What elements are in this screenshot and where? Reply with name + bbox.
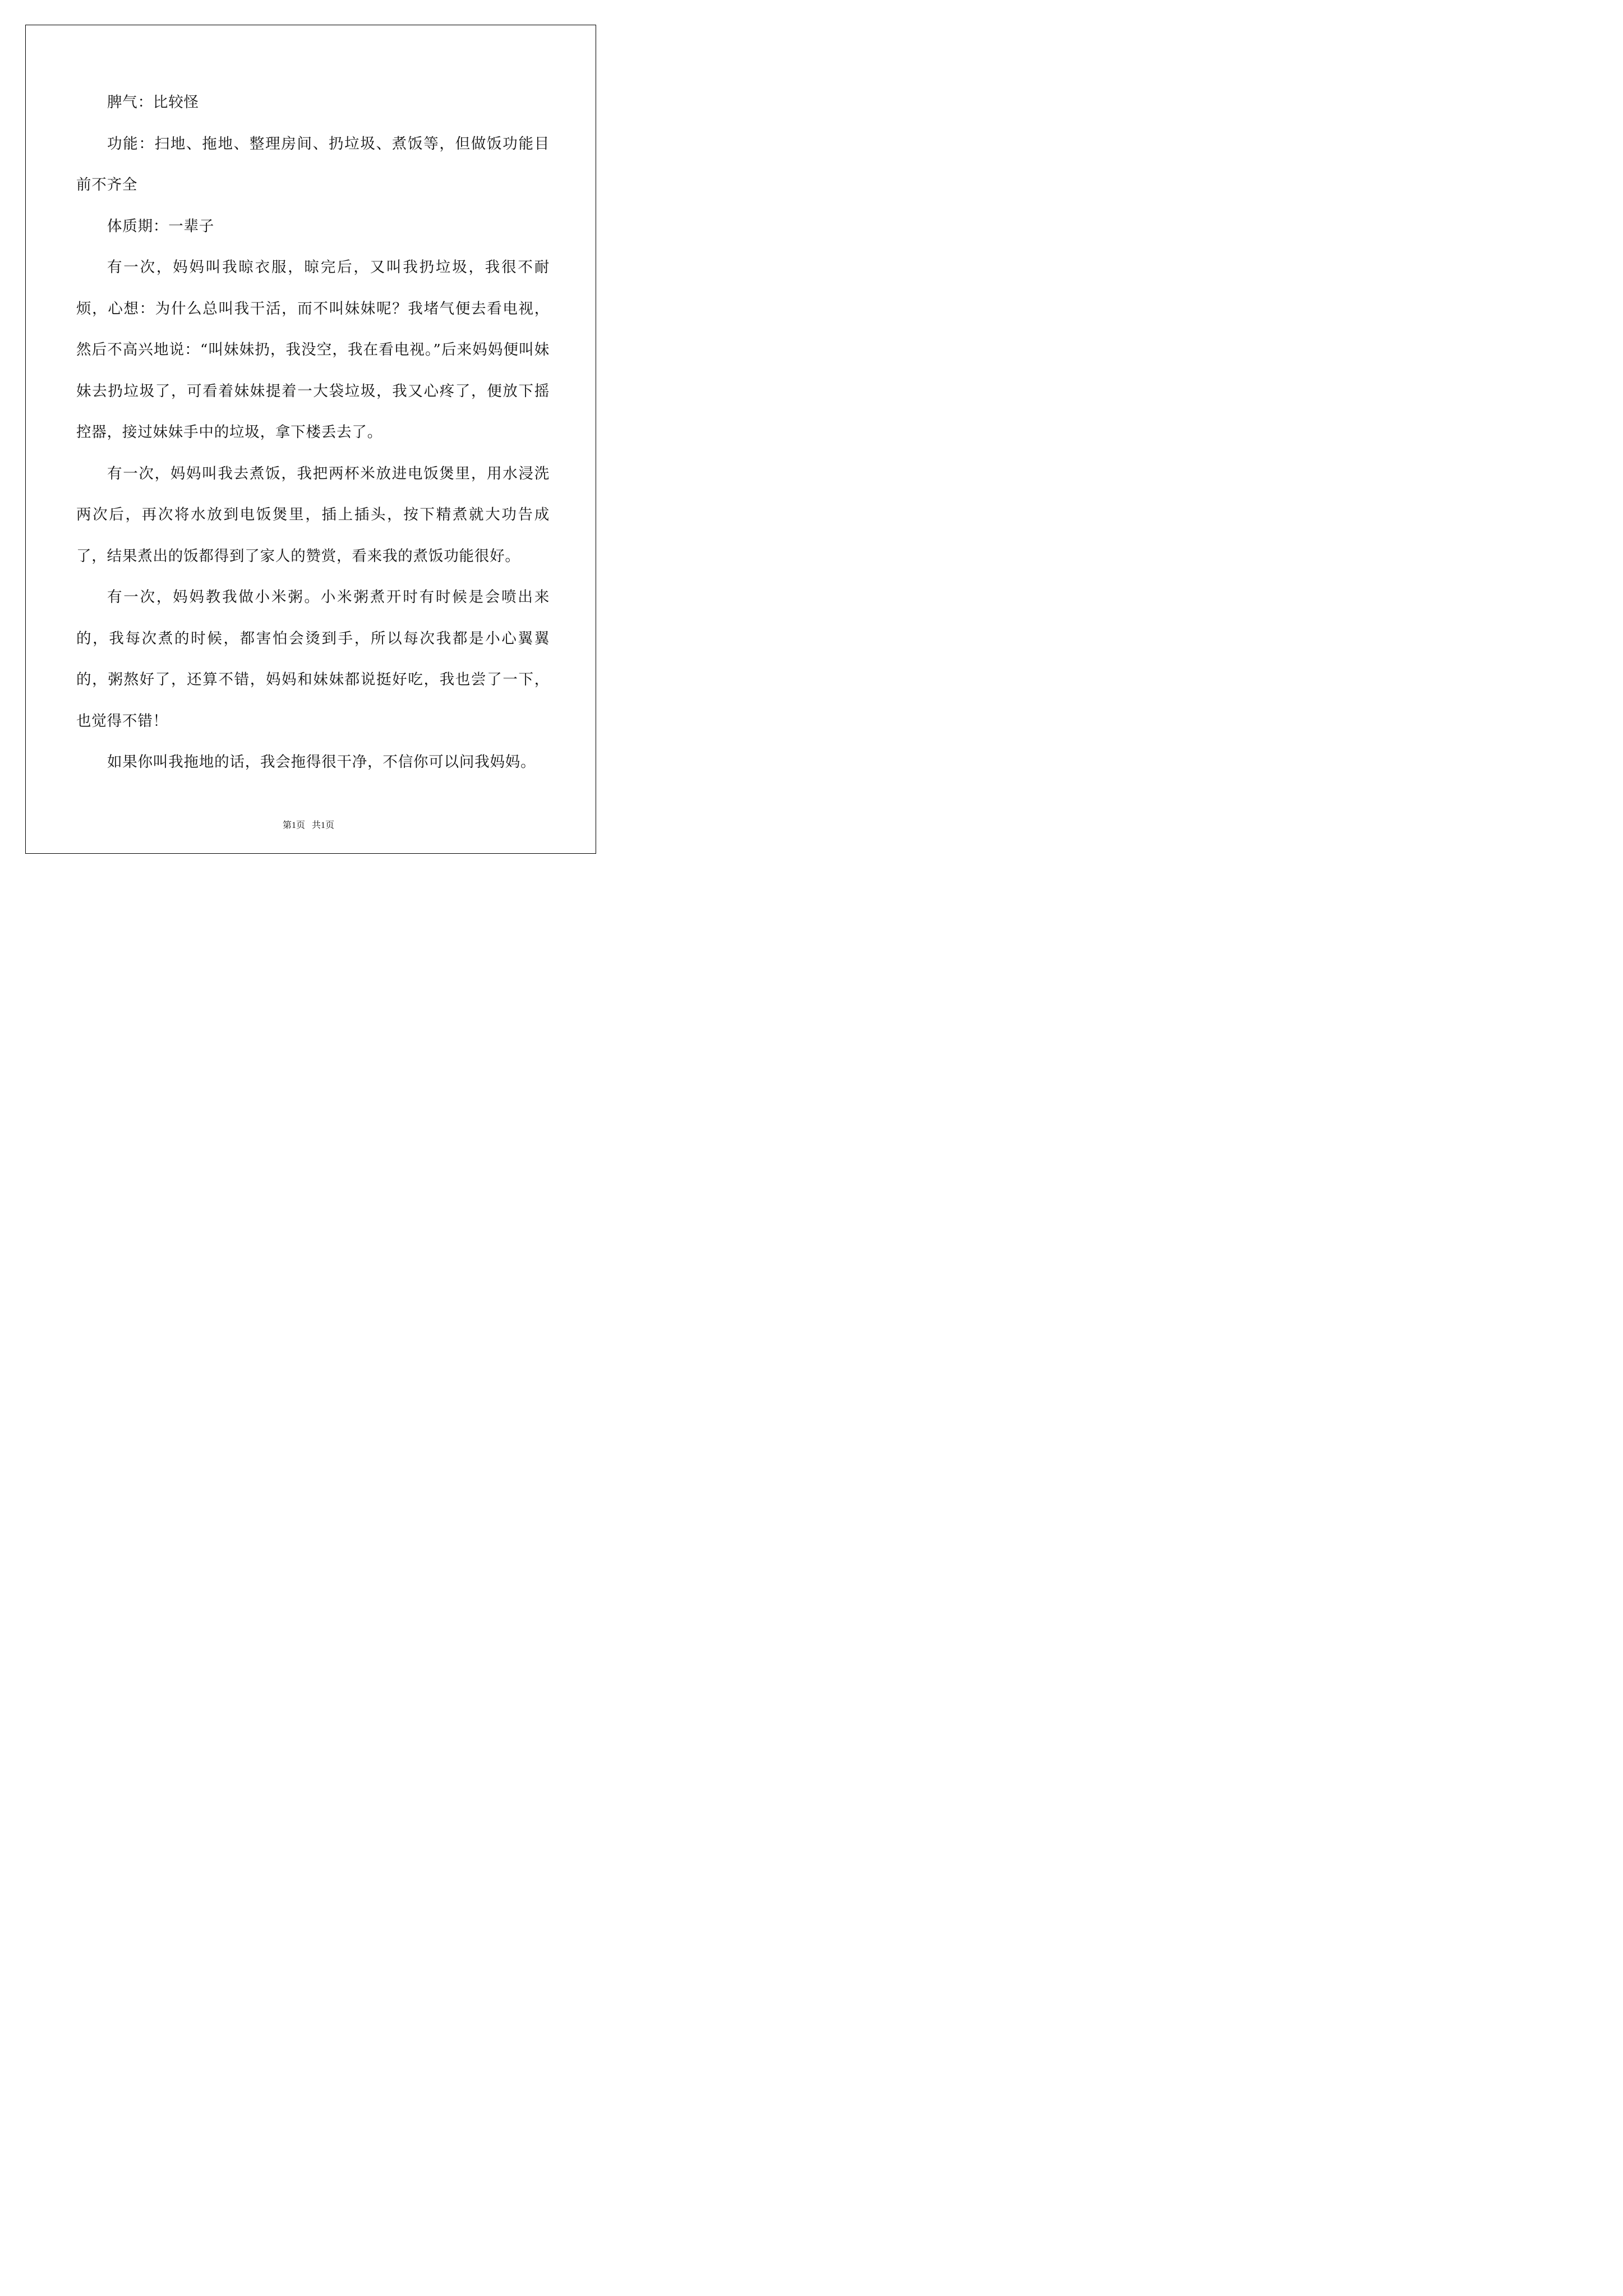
paragraph-story-porridge: 有一次，妈妈教我做小米粥。小米粥煮开时有时候是会喷出来的，我每次煮的时候，都害怕会烫到手，所以每次我都是小心翼翼的，粥熬好了，还算不错，妈妈和妹妹都说挺好吃，我也尝了一下，也觉得不错！ (76, 588, 550, 730)
paragraph-functions: 功能：扫地、拖地、整理房间、扔垃圾、煮饭等，但做饭功能目前不齐全 (76, 135, 550, 194)
paragraph-mopping: 如果你叫我拖地的话，我会拖得很干净，不信你可以问我妈妈。 (107, 753, 536, 771)
paragraph-story-rice: 有一次，妈妈叫我去煮饭，我把两杯米放进电饭煲里，用水浸洗两次后，再次将水放到电饭煲里，插上插头，按下精煮就大功告成了，结果煮出的饭都得到了家人的赞赏，看来我的煮饭功能很好。 (76, 464, 550, 565)
paragraph-warranty: 体质期：一辈子 (107, 217, 215, 235)
paragraph-story-laundry: 有一次，妈妈叫我晾衣服，晾完后，又叫我扔垃圾，我很不耐烦，心想：为什么总叫我干活，而不叫妹妹呢？我堵气便去看电视，然后不高兴地说：“叫妹妹扔，我没空，我在看电视。”后来妈妈便叫妹妹去扔垃圾了，可看着妹妹提着一大袋垃圾，我又心疼了，便放下摇控器，接过妹妹手中的垃圾，拿下楼丢去了。 (76, 259, 550, 441)
paragraph-temper: 脾气：比较怪 (107, 94, 199, 111)
page-footer: 第1页 共1页 (282, 821, 334, 830)
document-body (76, 82, 550, 783)
